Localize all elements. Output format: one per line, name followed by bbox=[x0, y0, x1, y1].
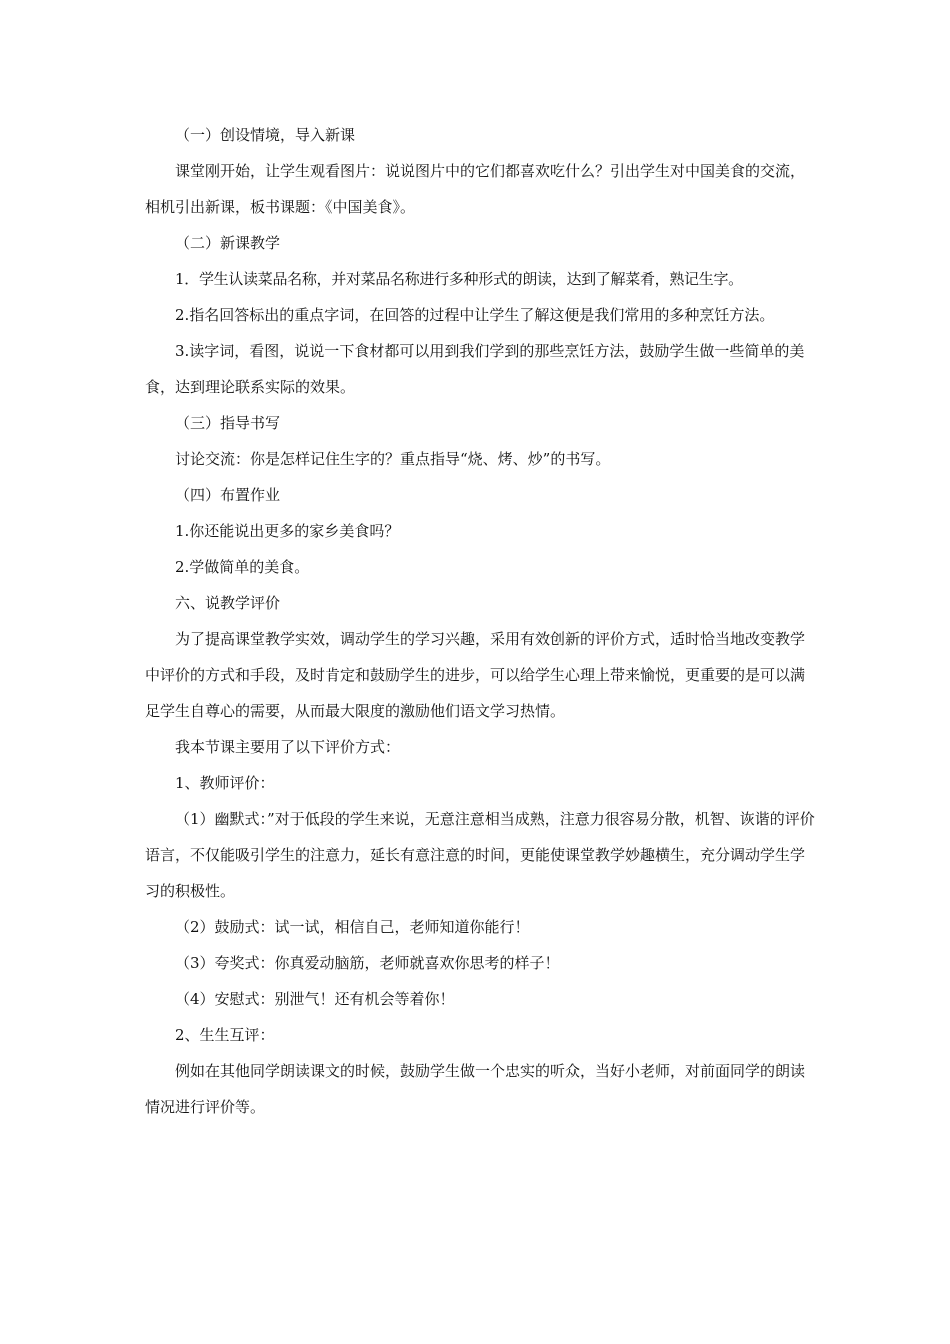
section-heading-3: （三）指导书写 bbox=[175, 414, 281, 432]
paragraph-peer-example: 例如在其他同学朗读课文的时候，鼓励学生做一个忠实的听众，当好小老师，对前面同学的朗读情况进行评价等。 bbox=[145, 1062, 806, 1116]
subheading-peer-evaluation: 2、生生互评： bbox=[175, 1026, 275, 1044]
section-heading-2: （二）新课教学 bbox=[175, 234, 281, 252]
method-encourage: （2）鼓励式：试一试，相信自己，老师知道你能行！ bbox=[175, 918, 530, 936]
paragraph-intro: 课堂刚开始，让学生观看图片：说说图片中的它们都喜欢吃什么？引出学生对中国美食的交流，相机引出新课，板书课题：《中国美食》。 bbox=[145, 162, 806, 216]
homework-item-1: 1.你还能说出更多的家乡美食吗？ bbox=[175, 522, 400, 540]
list-item-2: 2.指名回答标出的重点字词，在回答的过程中让学生了解这便是我们常用的多种烹饪方法。 bbox=[175, 306, 775, 324]
paragraph-evaluation: 为了提高课堂教学实效，调动学生的学习兴趣，采用有效创新的评价方式，适时恰当地改变教学中评价的方式和手段，及时肯定和鼓励学生的进步，可以给学生心理上带来愉悦，更重要的是可以满足学生自尊心的需要，从而最大限度的激励他们语文学习热情。 bbox=[145, 630, 806, 720]
section-heading-4: （四）布置作业 bbox=[175, 486, 281, 504]
document-page bbox=[145, 124, 815, 1132]
paragraph-writing: 讨论交流：你是怎样记住生字的？重点指导“烧、烤、炒”的书写。 bbox=[175, 450, 611, 468]
subheading-teacher-evaluation: 1、教师评价： bbox=[175, 774, 275, 792]
section-heading-6: 六、说教学评价 bbox=[175, 594, 281, 612]
list-item-1: 1．学生认读菜品名称，并对菜品名称进行多种形式的朗读，达到了解菜肴，熟记生字。 bbox=[175, 270, 743, 288]
paragraph-methods: 我本节课主要用了以下评价方式： bbox=[175, 738, 401, 756]
list-item-3: 3.读字词，看图，说说一下食材都可以用到我们学到的那些烹饪方法，鼓励学生做一些简单的美食，达到理论联系实际的效果。 bbox=[145, 342, 805, 396]
homework-item-2: 2.学做简单的美食。 bbox=[175, 558, 310, 576]
method-praise: （3）夸奖式：你真爱动脑筋，老师就喜欢你思考的样子！ bbox=[175, 954, 560, 972]
method-humor: （1）幽默式：”对于低段的学生来说，无意注意相当成熟，注意力很容易分散，机智、诙谐的评价语言，不仅能吸引学生的注意力，延长有意注意的时间，更能使课堂教学妙趣横生，充分调动学生学习的积极性。 bbox=[145, 810, 815, 900]
section-heading-1: （一）创设情境，导入新课 bbox=[175, 126, 356, 144]
method-comfort: （4）安慰式：别泄气！还有机会等着你！ bbox=[175, 990, 455, 1008]
